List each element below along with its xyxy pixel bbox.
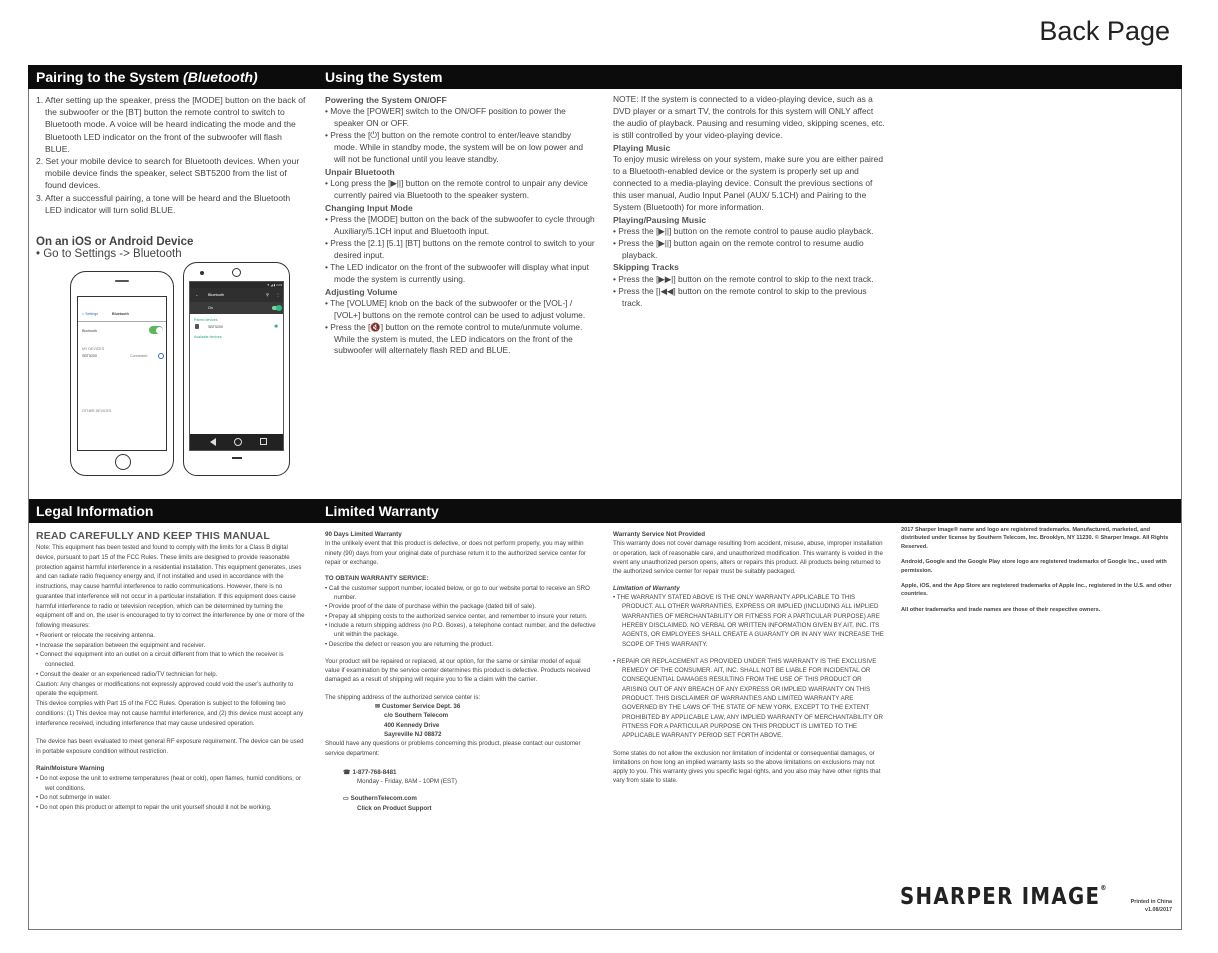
obtain-item-3: • Prepay all shipping costs to the authorized service center, and remember to insure your return.	[325, 612, 588, 620]
nav-home-icon	[234, 438, 242, 446]
ios-android-instruction: • Go to Settings -> Bluetooth	[36, 248, 182, 260]
iphone-divider	[78, 321, 167, 322]
web-block	[325, 794, 597, 813]
pause-item-1: • Press the [▶||] button on the remote control to pause audio playback.	[613, 225, 874, 236]
unpair-heading: Unpair Bluetooth	[325, 166, 395, 177]
trademark-column	[901, 526, 1173, 614]
legal-heading: READ CAREFULLY AND KEEP THIS MANUAL	[36, 530, 270, 542]
logo-text: SHARPER IMAGE	[900, 884, 1101, 910]
limitation-item-1: • THE WARRANTY STATED ABOVE IS THE ONLY WARRANTY APPLICABLE TO THIS PRODUCT. ALL OTHER WARRANTIES, EXPRESS OR IMPLIED (INCLUDING ALL IMPLIED WARRANTIES OF MERCHANTABILITY OR FITNESS FOR A PARTICULAR PURPOSE) ARE HEREBY DISCLAIMED. NO VERBAL OR WRITTEN INFORMATION GIVEN BY AIT, INC. ITS AGENTS, OR EMPLOYEES SHALL CREATE A GUARANTY OR IN ANY WAY INCREASE THE SCOPE OF THIS WARRANTY.	[613, 594, 884, 648]
using-column-1	[325, 94, 595, 357]
input-item-1: • Press the [MODE] button on the back of the subwoofer to cycle through Auxiliary/5.1CH input and Bluetooth input.	[325, 214, 595, 236]
iphone-illustration	[70, 271, 174, 476]
skip-item-2: • Press the [|◀◀] button on the remote control to skip to the previous track.	[613, 285, 867, 308]
limitation-item-2: • REPAIR OR REPLACEMENT AS PROVIDED UNDER THIS WARRANTY IS THE EXCLUSIVE REMEDY OF THE CONSUMER. AIT, INC. SHALL NOT BE LIABLE FOR INCIDENTAL OR CONSEQUENTIAL DAMAGES RESULTING FROM THE USE OF THIS PRODUCT OR ARISING OUT OF ANY BREACH OF ANY EXPRESS OR IMPLIED WARRANTY ON THIS PRODUCT. THIS DISCLAIMER OF WARRANTIES AND LIMITED WARRANTY ARE GOVERNED BY THE LAWS OF THE STATE OF NEW YORK. EXCEPT TO THE EXTENT PROHIBITED BY APPLICABLE LAW, ANY IMPLIED WARRANTY OF MERCHANTABILITY OR FITNESS FOR A PARTICULAR PURPOSE ON THIS PRODUCT IS LIMITED TO THE APPLICABLE WARRANTY PERIOD SET FORTH ABOVE.	[613, 657, 883, 740]
power-item-2: • Press the [⏻] button on the remote control to enter/leave standby mode. While in standby mode, the system will be on low power and will not be functional until you leave standby.	[325, 130, 584, 164]
printed-info	[1131, 898, 1172, 914]
skip-heading: Skipping Tracks	[613, 262, 679, 273]
phone-block	[325, 768, 597, 787]
frame-right-rule	[1181, 89, 1182, 929]
pairing-step-3: 3. After a successful pairing, a tone will be heard and the Bluetooth LED indicator will turn solid BLUE.	[36, 192, 291, 215]
obtain-heading: TO OBTAIN WARRANTY SERVICE:	[325, 575, 429, 583]
computer-icon: ▭	[343, 795, 351, 803]
warranty-days-heading: 90 Days Limited Warranty	[325, 531, 402, 538]
pairing-title-em: (Bluetooth)	[183, 69, 258, 85]
pairing-step-1: 1. After setting up the speaker, press the [MODE] button on the back of the subwoofer or the [BT] button the remote control to switch to Bluetooth mode. A voice will be heard indicating the mode and the Bluetooth LED indicator on the front of the subwoofer will flash BLUE.	[36, 95, 306, 154]
legal-column	[36, 543, 308, 813]
ios-android-heading: On an iOS or Android Device	[36, 236, 194, 248]
note-paragraph: NOTE: If the system is connected to a video-playing device, such as a DVD player or a smart TV, the controls for this system will ONLY affect the audio of playback. Pausing and resuming video, skipping scenes, etc. is still controlled by your video-playing device.	[613, 94, 885, 140]
iphone-home-button	[115, 454, 131, 470]
android-paired-label: Paired devices	[194, 318, 218, 322]
obtain-item-4: • Include a return shipping address (no P.O. Boxes), a telephone contact number, and the defective unit within the package.	[325, 621, 596, 639]
nav-recents-icon	[260, 438, 267, 445]
android-screen	[189, 281, 284, 451]
volume-item-2: • Press the [🔇] button on the remote control to mute/unmute volume. While the system is muted, the LED indicators on the front of the subwoofer will alternately flash RED and BLUE.	[325, 321, 583, 356]
iphone-speaker	[115, 280, 129, 282]
legal-measure-1: • Reorient or relocate the receiving antenna.	[36, 631, 156, 639]
trademark-4: All other trademarks and trade names are those of their respective owners.	[901, 606, 1101, 613]
legal-measure-2: • Increase the separation between the equipment and receiver.	[36, 641, 206, 649]
legal-heading-block	[36, 529, 306, 544]
pairing-column	[36, 94, 308, 216]
rain-item-3: • Do not open this product or attempt to repair the unit yourself should it not be working.	[36, 804, 272, 812]
iphone-bluetooth-toggle	[149, 326, 163, 334]
input-item-2: • Press the [2.1] [5.1] [BT] buttons on the remote control to switch to your desired input.	[325, 237, 595, 260]
phone-number	[343, 768, 597, 777]
pairing-section-title	[36, 69, 258, 85]
frame-bottom-rule	[28, 929, 1182, 930]
obtain-item-1: • Call the customer support number, located below, or go to our website portal to receive an SRO number.	[325, 584, 590, 602]
address-line-2: c/o Southern Telecom	[384, 712, 449, 720]
music-paragraph: To enjoy music wireless on your system, make sure you are either paired to a Bluetooth-enabled device or the system is properly set up and connected to a media-playing device. Consult the previous sections of this user manual, Audio Input Panel (AUX/ 5.1CH) and Pairing to the System (Bluetooth) for more information.	[613, 153, 883, 212]
page-title: Back Page	[1039, 16, 1170, 46]
power-heading: Powering the System ON/OFF	[325, 95, 447, 105]
phone-number-text: 1-877-768-8481	[352, 768, 397, 776]
warranty-column-1	[325, 530, 597, 813]
power-item-1: • Move the [POWER] switch to the ON/OFF position to power the speaker ON or OFF.	[325, 106, 566, 129]
using-section-title: Using the System	[325, 69, 443, 85]
warranty-repair: Your product will be repaired or replaced, at our option, for the same or similar model of equal value if examination by the service center determines this product is defective. Products received damaged as a result of shipping will require you to file a claim with the carrier.	[325, 657, 591, 684]
website[interactable]	[343, 794, 597, 803]
pairing-title-text: Pairing to the System	[36, 69, 184, 85]
trademark-1: 2017 Sharper Image® name and logo are registered trademarks. Manufactured, marketed, and distributed under license by Southern Telecom, Inc. Brooklyn, NY 11230. © Sharper Image. All Rights Reserved.	[901, 527, 1169, 550]
android-device-name: SBT5200	[208, 325, 223, 329]
phone-icon: ☎	[343, 768, 353, 776]
legal-fcc: This device complies with Part 15 of the FCC Rules. Operation is subject to the following two conditions: (1) This device may not cause harmful interference, and (2) this device must accept any interference received, including interference that may cause undesired operation.	[36, 700, 304, 727]
trademark-3: Apple, iOS, and the App Store are registered trademarks of Apple Inc., registered in the U.S. and other countries.	[901, 582, 1172, 598]
sharper-image-logo: SHARPER IMAGE®	[900, 884, 1108, 910]
volume-item-1: • The [VOLUME] knob on the back of the subwoofer or the [VOL-] / [VOL+] buttons on the remote control can be used to adjust volume.	[325, 297, 586, 320]
iphone-back-link: < Settings	[82, 312, 99, 316]
pause-item-2: • Press the [▶||] button again on the remote control to resume audio playback.	[613, 237, 864, 260]
warranty-days: In the unlikely event that this product is defective, or does not perform properly, you may within ninety (90) days from your original date of purchase return it to the authorized service center for repair or exchange.	[325, 540, 587, 567]
skip-item-1: • Press the [▶▶|] button on the remote control to skip to the next track.	[613, 273, 874, 284]
android-status-text: ▼ ◢ ▮ 2:09	[266, 282, 282, 287]
iphone-screen	[77, 296, 167, 451]
back-arrow-icon: ←	[195, 292, 199, 297]
not-provided-paragraph: This warranty does not cover damage resulting from accident, misuse, abuse, improper installation or operation, lack of reasonable care, and unauthorized modification. This warranty is voided in the event any unauthorized person opens, alters or repairs this product. All products being returned to the authorized service center for repair must be suitably packaged.	[613, 540, 883, 576]
warranty-column-2	[613, 530, 885, 786]
legal-measure-3: • Connect the equipment into an outlet on a circuit different from that to which the receiver is connected.	[36, 651, 284, 668]
android-bluetooth-toggle	[272, 306, 281, 310]
more-icon: ⋮	[276, 292, 280, 297]
android-on-label: On	[208, 306, 213, 310]
settings-gear-icon: ✱	[274, 323, 279, 330]
input-heading: Changing Input Mode	[325, 202, 413, 213]
version: v1.08/2017	[1145, 907, 1172, 914]
obtain-item-5: • Describe the defect or reason you are returning the product.	[325, 640, 493, 648]
info-icon	[158, 353, 164, 359]
iphone-bluetooth-row: Bluetooth	[82, 329, 98, 333]
headphones-icon	[195, 324, 199, 329]
address-line-3: 400 Kennedy Drive	[384, 721, 440, 729]
legal-caution: Caution: Any changes or modifications not expressly approved could void the user's authority to operate the equipment.	[36, 680, 294, 698]
legal-rf: The device has been evaluated to meet general RF exposure requirement. The device can be used in portable exposure condition without restriction.	[36, 738, 304, 755]
using-column-2	[613, 94, 885, 309]
iphone-device-status: Connected	[130, 354, 148, 358]
website-text[interactable]: SouthernTelecom.com	[350, 795, 417, 803]
printed-in: Printed in China	[1130, 899, 1172, 905]
music-heading: Playing Music	[613, 142, 671, 153]
pairing-step-2: 2. Set your mobile device to search for Bluetooth devices. When your mobile device finds the speaker, select SBT5200 from the list of found devices.	[36, 156, 300, 191]
iphone-other-devices: OTHER DEVICES	[82, 409, 112, 413]
search-icon: ⚲	[266, 292, 269, 297]
volume-heading: Adjusting Volume	[325, 286, 398, 297]
section-header-band-bottom	[28, 499, 1182, 523]
states-paragraph: Some states do not allow the exclusion nor limitation of incidental or consequential damages, or limitations on how long an implied warranty lasts so the above limitations on exclusions may not apply to you. This warranty gives you specific legal rights, and you also may have other rights that vary from state to state.	[613, 749, 881, 785]
ios-android-block	[36, 236, 306, 260]
section-header-band-top	[28, 65, 1182, 89]
nav-back-icon	[210, 438, 216, 446]
android-available-label: Available devices	[194, 335, 222, 339]
mail-icon: ✉	[375, 703, 382, 711]
warranty-section-title: Limited Warranty	[325, 503, 439, 519]
warranty-questions: Should have any questions or problems concerning this product, please contact our customer service department:	[325, 740, 581, 757]
limitation-heading: Limitation of Warranty	[613, 584, 680, 592]
phone-hours: Monday - Friday, 8AM - 10PM (EST)	[357, 778, 457, 786]
shipping-intro: The shipping address of the authorized service center is:	[325, 693, 481, 701]
address-line-1	[375, 702, 597, 711]
legal-section-title: Legal Information	[36, 503, 154, 519]
pause-heading: Playing/Pausing Music	[613, 214, 707, 225]
android-camera	[232, 268, 241, 277]
rain-item-2: • Do not submerge in water.	[36, 794, 111, 802]
android-speaker	[232, 457, 242, 459]
iphone-device-name: SBT5200	[82, 354, 97, 358]
not-provided-heading: Warranty Service Not Provided	[613, 531, 706, 538]
address-line-4: Sayreville NJ 08872	[384, 730, 442, 738]
product-support: Click on Product Support	[357, 804, 432, 812]
android-screen-title: Bluetooth	[208, 292, 225, 297]
iphone-my-devices: MY DEVICES	[82, 347, 105, 351]
android-nav-bar	[190, 434, 284, 450]
shipping-address	[325, 702, 597, 739]
input-item-3: • The LED indicator on the front of the subwoofer will display what input mode the system is currently using.	[325, 261, 589, 284]
trademark-2: Android, Google and the Google Play store logo are registered trademarks of Google Inc., used with permission.	[901, 559, 1167, 574]
unpair-item-1: • Long press the [▶||] button on the remote control to unpair any device currently paired via Bluetooth to the speaker system.	[325, 178, 588, 200]
address-line-1-text: Customer Service Dept. 36	[381, 703, 461, 711]
obtain-item-2: • Provide proof of the date of purchase within the package (dated bill of sale).	[325, 603, 536, 611]
legal-note: Note: This equipment has been tested and found to comply with the limits for a Class B digital device, pursuant to part 15 of the FCC Rules. These limits are designed to provide reasonable protection against harmful interference in a residential installation. This equipment generates, uses and can radiate radio frequency energy and, if not installed and used in accordance with the instructions, may cause harmful interference to radio communications. However, there is no guarantee that interference will not occur in a particular installation. If this equipment does cause harmful interference to radio or television reception, which can be determined by turning the equipment off and on, the user is encouraged to try to correct the interference by one or more of the following measures:	[36, 544, 305, 629]
android-appbar	[190, 288, 284, 302]
iphone-screen-title: Bluetooth	[112, 312, 129, 316]
android-illustration	[183, 262, 290, 476]
frame-left-rule	[28, 89, 29, 929]
android-sensor	[200, 271, 204, 275]
rain-item-1: • Do not expose the unit to extreme temperatures (heat or cold), open flames, humid conditions, or wet conditions.	[36, 774, 301, 792]
rain-heading: Rain/Moisture Warning	[36, 764, 105, 772]
android-on-row	[190, 302, 284, 314]
legal-measure-4: • Consult the dealer or an experienced radio/TV technician for help.	[36, 670, 218, 678]
